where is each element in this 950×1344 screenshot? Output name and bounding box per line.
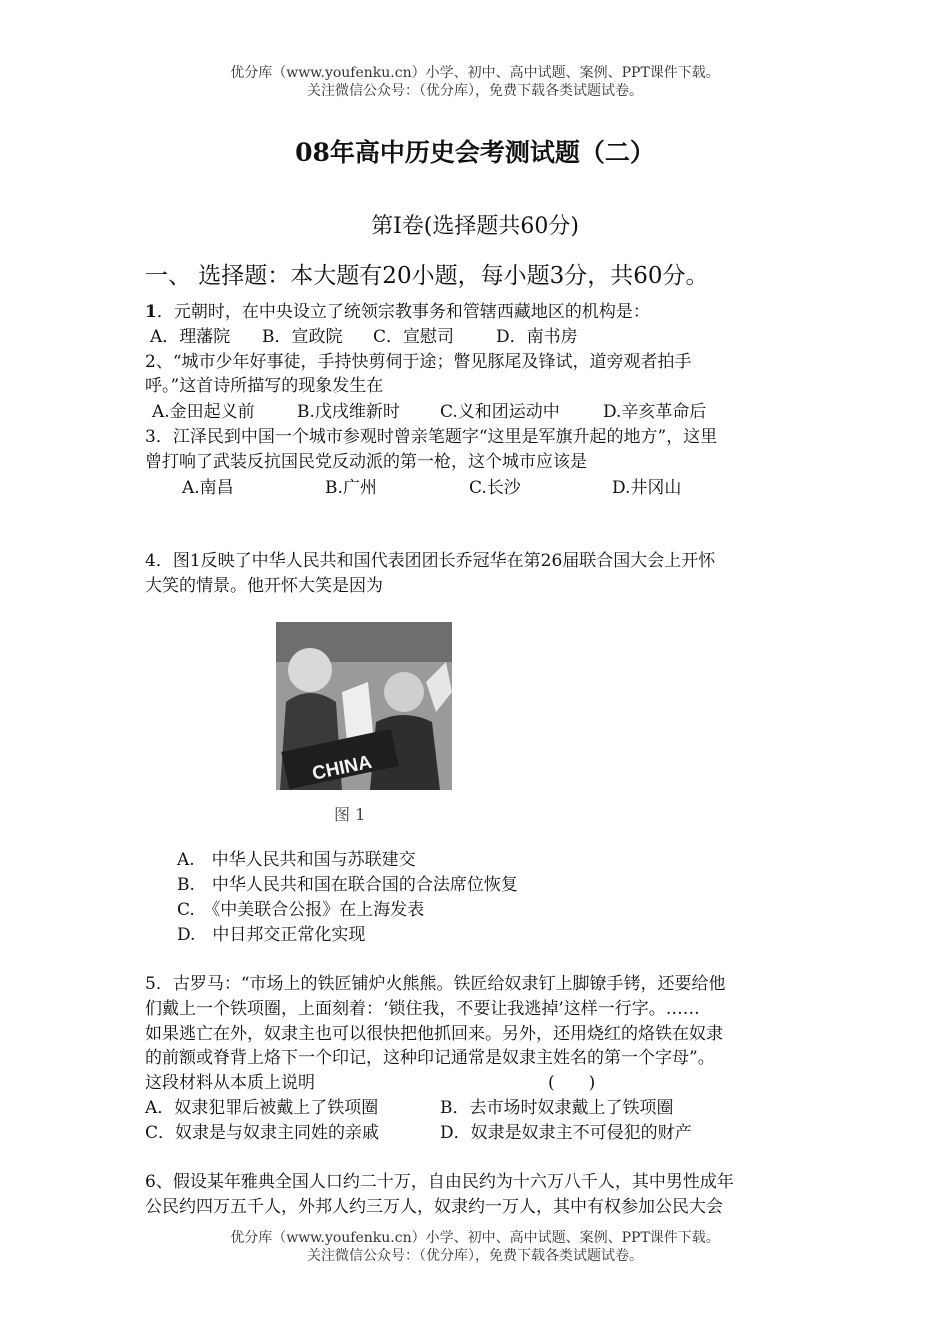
china-sign-label: CHINA — [310, 751, 374, 785]
q5-answer-bracket: ( ) — [548, 1073, 596, 1093]
q5-option-b: B．去市场时奴隶戴上了铁项圈 — [440, 1098, 674, 1118]
q3-option-d: D.井冈山 — [612, 478, 682, 498]
site-footer — [0, 1229, 950, 1265]
header-line-1: 优分库（www.youfenku.cn）小学、初中、高中试题、案例、PPT课件下载。 — [230, 65, 720, 81]
q3-option-c: C.长沙 — [469, 478, 521, 498]
q1-option-b: B．宣政院 — [262, 327, 343, 347]
q4-option-c: C. 《中美联合公报》在上海发表 — [177, 900, 425, 920]
q1-option-a: A．理藩院 — [150, 327, 231, 347]
question-3-line-2: 曾打响了武装反抗国民党反动派的第一枪，这个城市应该是 — [145, 452, 587, 472]
question-4-line-2: 大笑的情景。他开怀大笑是因为 — [145, 576, 383, 596]
footer-line-1: 优分库（www.youfenku.cn）小学、初中、高中试题、案例、PPT课件下载。 — [230, 1230, 720, 1246]
question-5-line-2: 们戴上一个铁项圈，上面刻着：‘锁住我，不要让我逃掉’这样一行字。…… — [145, 999, 700, 1019]
q3-option-a: A.南昌 — [182, 478, 234, 498]
q2-option-d: D.辛亥革命后 — [603, 402, 707, 422]
footer-line-2: 关注微信公众号：（优分库），免费下载各类试题试卷。 — [307, 1248, 643, 1264]
question-5-line-1: 5．古罗马：“市场上的铁匠铺炉火熊熊。铁匠给奴隶钉上脚镣手铐，还要给他 — [145, 974, 726, 994]
exam-title: 08年高中历史会考测试题（二） — [295, 138, 655, 167]
question-6-line-1: 6、假设某年雅典全国人口约二十万，自由民约为十六万八千人，其中男性成年 — [145, 1172, 734, 1192]
q4-option-a: A. 中华人民共和国与苏联建交 — [177, 850, 416, 870]
q1-option-c: C．宣慰司 — [373, 327, 455, 347]
question-1 — [145, 300, 650, 324]
question-6-line-2: 公民约四万五千人，外邦人约三万人，奴隶约一万人，其中有权参加公民大会 — [145, 1197, 723, 1217]
question-2-line-1: 2、“城市少年好事徒，手持快剪伺于途；瞥见豚尾及锋试，道旁观者拍手 — [145, 352, 692, 372]
q5-option-c: C．奴隶是与奴隶主同姓的亲戚 — [145, 1123, 380, 1143]
figure-1 — [276, 622, 452, 828]
q2-option-b: B.戊戌维新时 — [297, 402, 400, 422]
q5-option-d: D．奴隶是奴隶主不可侵犯的财产 — [440, 1123, 692, 1143]
header-line-2: 关注微信公众号：（优分库），免费下载各类试题试卷。 — [307, 83, 643, 99]
question-3-line-1: 3．江泽民到中国一个城市参观时曾亲笔题字“这里是军旗升起的地方”，这里 — [145, 427, 718, 447]
question-2-line-2: 呼。”这首诗所描写的现象发生在 — [145, 376, 384, 396]
q2-option-c: C.义和团运动中 — [440, 402, 560, 422]
qiao-guanhua-photo — [276, 622, 452, 790]
q3-option-b: B.广州 — [325, 478, 377, 498]
site-header — [0, 64, 950, 100]
photo-illustration — [276, 622, 452, 790]
question-4-line-1: 4．图1反映了中华人民共和国代表团团长乔冠华在第26届联合国大会上开怀 — [145, 551, 716, 571]
q4-option-b: B. 中华人民共和国在联合国的合法席位恢复 — [177, 875, 518, 895]
q1-option-d: D．南书房 — [496, 327, 578, 347]
figure-caption: 图 1 — [334, 805, 366, 824]
question-5-line-3: 如果逃亡在外，奴隶主也可以很快把他抓回来。另外，还用烧红的烙铁在奴隶 — [145, 1024, 723, 1044]
q4-option-d: D. 中日邦交正常化实现 — [177, 925, 366, 945]
exam-subtitle: 第Ⅰ卷(选择题共60分) — [371, 214, 579, 239]
q5-option-a: A．奴隶犯罪后被戴上了铁项圈 — [145, 1098, 379, 1118]
question-5-line-4: 的前额或脊背上烙下一个印记，这种印记通常是奴隶主姓名的第一个字母”。 — [145, 1048, 715, 1068]
question-5-line-5: 这段材料从本质上说明 — [145, 1073, 315, 1093]
question-1-text: ．元朝时，在中央设立了统领宗教事务和管辖西藏地区的机构是： — [156, 302, 650, 322]
q2-option-a: A.金田起义前 — [152, 402, 255, 422]
question-1-number: 1 — [145, 302, 157, 322]
section-heading: 一、 选择题：本大题有20小题，每小题3分，共60分。 — [145, 263, 709, 289]
